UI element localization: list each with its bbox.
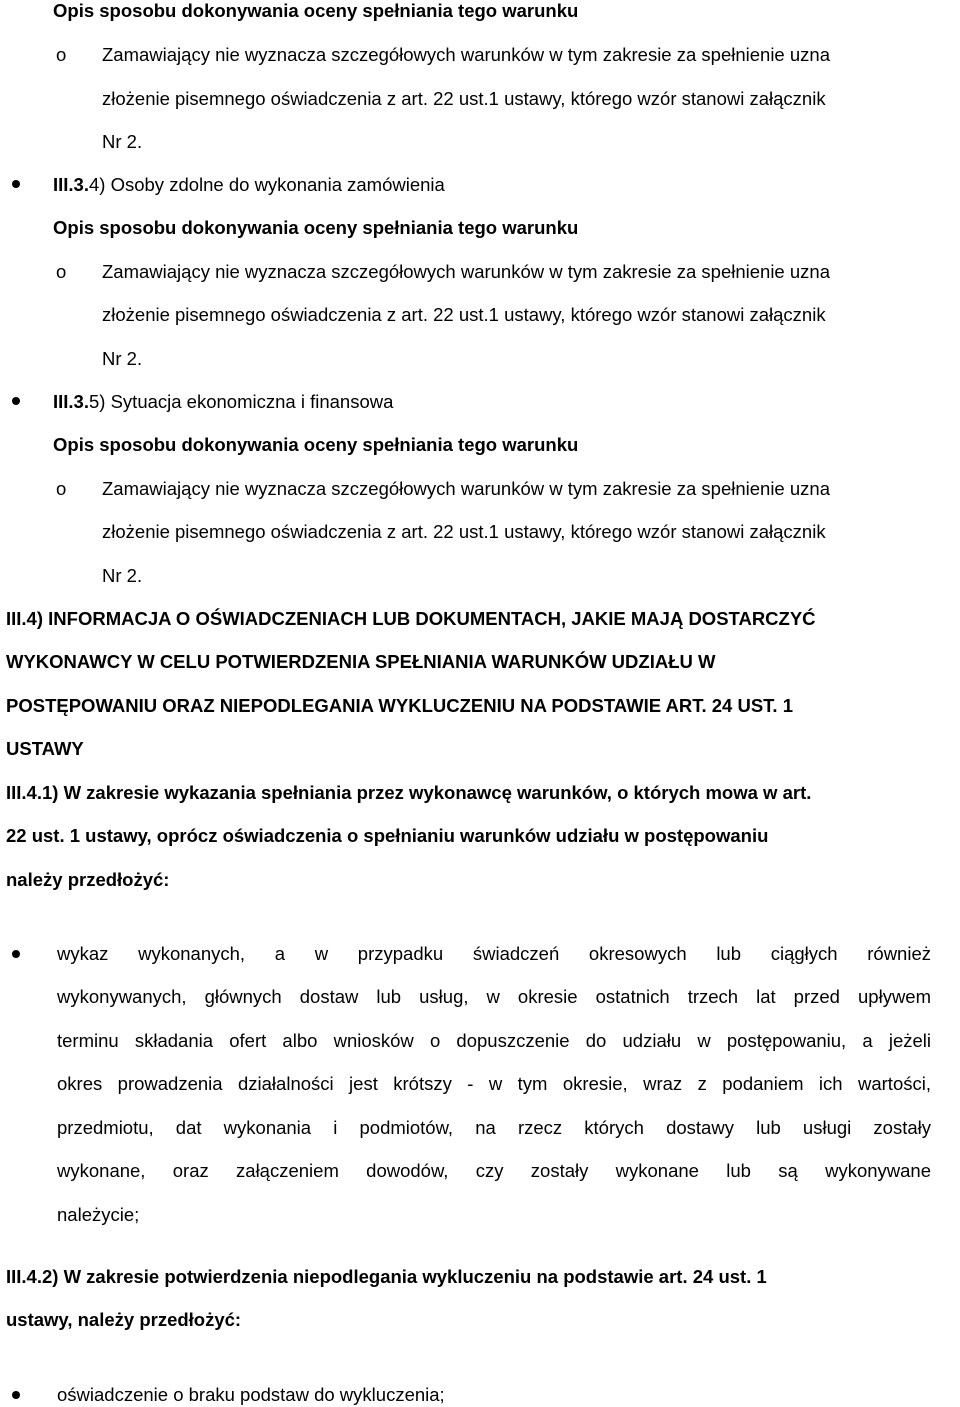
section-heading: USTAWY xyxy=(6,738,84,759)
paragraph-line: Zamawiający nie wyznacza szczegółowych warunków w tym zakresie za spełnienie uzna xyxy=(102,478,830,499)
paragraph-line: terminu składania ofert albo wniosków o dopuszczenie do udziału w postępowaniu, a jeżeli xyxy=(57,1030,931,1051)
paragraph-line: Zamawiający nie wyznacza szczegółowych warunków w tym zakresie za spełnienie uzna xyxy=(102,261,830,282)
subsection-heading: 22 ust. 1 ustawy, oprócz oświadczenia o spełnianiu warunków udziału w postępowaniu xyxy=(6,825,769,846)
bullet-dot xyxy=(12,397,20,405)
subsection-heading: III.4.1) W zakresie wykazania spełniania przez wykonawcę warunków, o których mowa w art. xyxy=(6,782,812,803)
sub-bullet-marker: o xyxy=(56,478,67,499)
bullet-dot xyxy=(12,180,20,188)
section-heading: POSTĘPOWANIU ORAZ NIEPODLEGANIA WYKLUCZENIU NA PODSTAWIE ART. 24 UST. 1 xyxy=(6,695,793,716)
section-subheading: Opis sposobu dokonywania oceny spełniania tego warunku xyxy=(53,434,579,455)
sub-bullet-marker: o xyxy=(56,44,67,65)
paragraph-line: wykaz wykonanych, a w przypadku świadczeń okresowych lub ciągłych również xyxy=(57,943,931,964)
subsection-heading: należy przedłożyć: xyxy=(6,869,170,890)
paragraph-line: Nr 2. xyxy=(102,348,143,369)
paragraph-line: Zamawiający nie wyznacza szczegółowych warunków w tym zakresie za spełnienie uzna xyxy=(102,44,830,65)
section-heading: III.3.4) Osoby zdolne do wykonania zamówienia xyxy=(53,174,445,195)
subsection-heading: ustawy, należy przedłożyć: xyxy=(6,1309,242,1330)
section-subheading: Opis sposobu dokonywania oceny spełniania tego warunku xyxy=(53,0,579,21)
bullet-dot xyxy=(12,1391,20,1399)
paragraph-line: oświadczenie o braku podstaw do wykluczenia; xyxy=(57,1384,445,1405)
subsection-heading: III.4.2) W zakresie potwierdzenia niepodlegania wykluczeniu na podstawie art. 24 ust. 1 xyxy=(6,1266,767,1287)
section-heading: III.4) INFORMACJA O OŚWIADCZENIACH LUB DOKUMENTACH, JAKIE MAJĄ DOSTARCZYĆ xyxy=(6,608,816,629)
bullet-dot xyxy=(12,950,20,958)
paragraph-line: przedmiotu, dat wykonania i podmiotów, na rzecz których dostawy lub usługi zostały xyxy=(57,1117,931,1138)
paragraph-line: okres prowadzenia działalności jest krótszy - w tym okresie, wraz z podaniem ich wartości, xyxy=(57,1073,931,1094)
paragraph-line: złożenie pisemnego oświadczenia z art. 22 ust.1 ustawy, którego wzór stanowi załącznik xyxy=(102,521,826,542)
paragraph-line: wykonane, oraz załączeniem dowodów, czy zostały wykonane lub są wykonywane xyxy=(57,1160,931,1181)
section-heading: WYKONAWCY W CELU POTWIERDZENIA SPEŁNIANIA WARUNKÓW UDZIAŁU W xyxy=(6,651,716,672)
sub-bullet-marker: o xyxy=(56,261,67,282)
paragraph-line: należycie; xyxy=(57,1204,140,1225)
section-heading: III.3.5) Sytuacja ekonomiczna i finansowa xyxy=(53,391,394,412)
paragraph-line: Nr 2. xyxy=(102,565,143,586)
paragraph-line: złożenie pisemnego oświadczenia z art. 22 ust.1 ustawy, którego wzór stanowi załącznik xyxy=(102,304,826,325)
paragraph-line: Nr 2. xyxy=(102,131,143,152)
paragraph-line: wykonywanych, głównych dostaw lub usług, w okresie ostatnich trzech lat przed upływem xyxy=(57,986,931,1007)
section-subheading: Opis sposobu dokonywania oceny spełniania tego warunku xyxy=(53,217,579,238)
paragraph-line: złożenie pisemnego oświadczenia z art. 22 ust.1 ustawy, którego wzór stanowi załącznik xyxy=(102,88,826,109)
